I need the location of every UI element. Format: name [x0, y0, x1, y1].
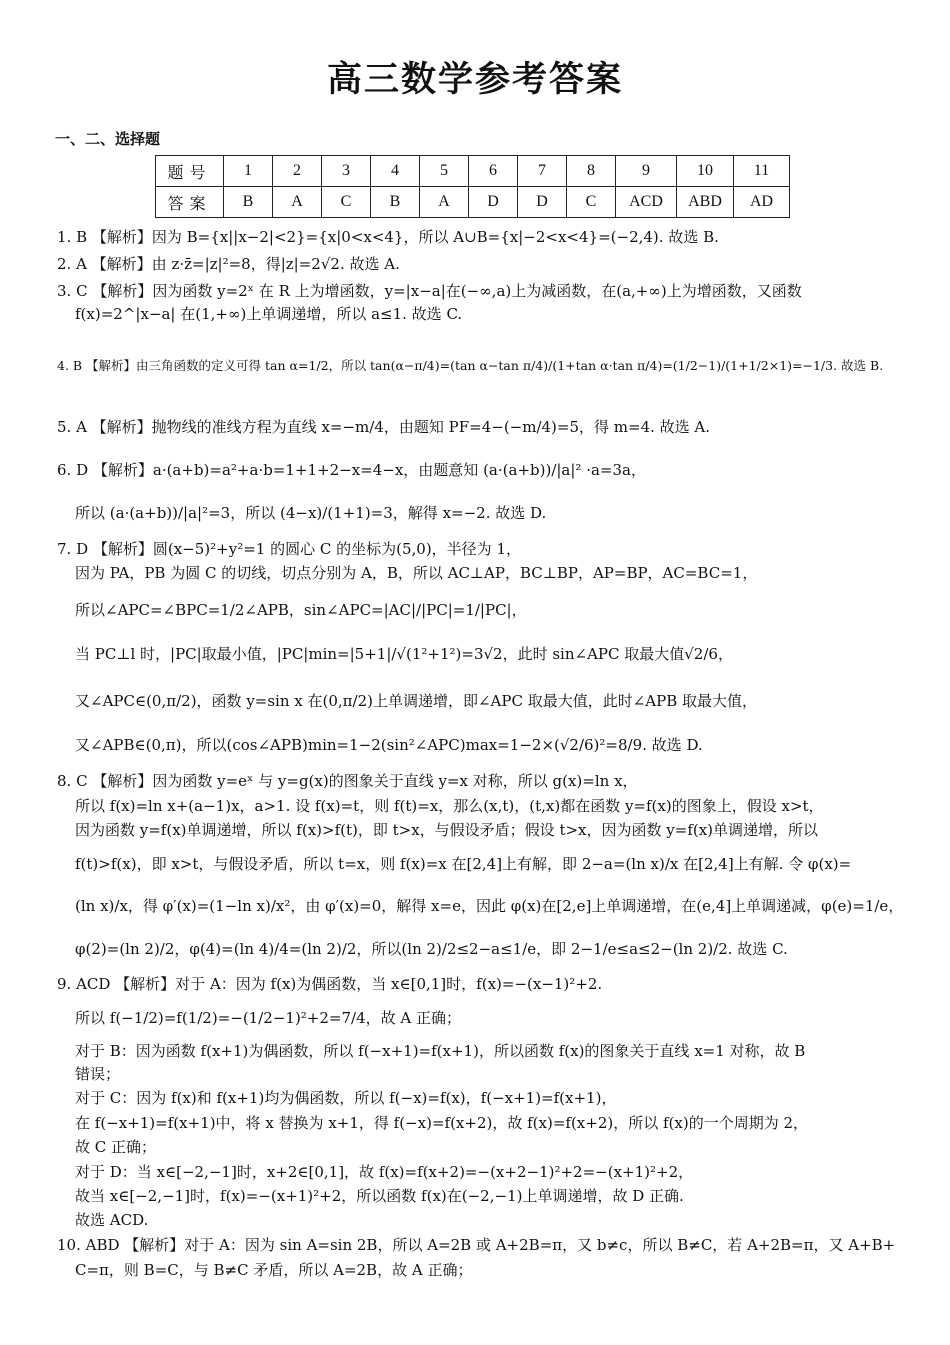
- solution-line: f(x)=2^|x−a| 在(1,+∞)上单调递增，所以 a≤1. 故选 C.: [75, 305, 463, 323]
- solution-line: (ln x)/x，得 φ′(x)=(1−ln x)/x²，由 φ′(x)=0，解得 x=e，因此 φ(x)在[2,e]上单调递增，在(e,4]上单调递减，φ(e)=1/e，: [75, 897, 904, 915]
- question-number: 9: [616, 156, 677, 187]
- solution-line: 4. B 【解析】由三角函数的定义可得 tan α=1/2，所以 tan(α−π/4)=(tan α−tan π/4)/(1+tan α·tan π/4)=(1/2−1)/(1+1/2×1)=−1/3. 故选 B.: [57, 358, 884, 373]
- question-number: 11: [734, 156, 790, 187]
- answer-cell: A: [273, 187, 322, 218]
- solution-line: 在 f(−x+1)=f(x+1)中，将 x 替换为 x+1，得 f(−x)=f(x+2)，故 f(x)=f(x+2)，所以 f(x)的一个周期为 2，: [75, 1114, 809, 1132]
- solution-line: 所以 f(x)=ln x+(a−1)x，a>1. 设 f(x)=t，则 f(t)=x，那么(x,t)，(t,x)都在函数 y=f(x)的图象上，假设 x>t，: [75, 797, 824, 815]
- solution-line: 1. B 【解析】因为 B={x||x−2|<2}={x|0<x<4}，所以 A∪B={x|−2<x<4}=(−2,4). 故选 B.: [57, 228, 719, 246]
- solution-line: 2. A 【解析】由 z·z̄=|z|²=8，得|z|=2√2. 故选 A.: [57, 255, 400, 273]
- answer-cell: C: [322, 187, 371, 218]
- answer-cell: ACD: [616, 187, 677, 218]
- solution-line: 所以∠APC=∠BPC=1/2∠APB，sin∠APC=|AC|/|PC|=1/|PC|，: [75, 601, 527, 619]
- section-heading: 一、二、选择题: [55, 130, 161, 148]
- page-title: 高三数学参考答案: [326, 60, 623, 100]
- solution-line: 对于 B：因为函数 f(x+1)为偶函数，所以 f(−x+1)=f(x+1)，所以函数 f(x)的图象关于直线 x=1 对称，故 B: [75, 1042, 806, 1060]
- solution-line: 9. ACD 【解析】对于 A：因为 f(x)为偶函数，当 x∈[0,1]时，f(x)=−(x−1)²+2.: [57, 975, 603, 993]
- answer-cell: D: [518, 187, 567, 218]
- answer-cell: B: [371, 187, 420, 218]
- solution-line: 因为函数 y=f(x)单调递增，所以 f(x)>f(t)，即 t>x，与假设矛盾；假设 t>x，因为函数 y=f(x)单调递增，所以: [75, 821, 819, 839]
- question-number: 4: [371, 156, 420, 187]
- solution-line: 10. ABD 【解析】对于 A：因为 sin A=sin 2B，所以 A=2B 或 A+2B=π，又 b≠c，所以 B≠C，若 A+2B=π，又 A+B+: [57, 1236, 896, 1254]
- question-number: 5: [420, 156, 469, 187]
- answer-cell: D: [469, 187, 518, 218]
- solution-line: 8. C 【解析】因为函数 y=eˣ 与 y=g(x)的图象关于直线 y=x 对称，所以 g(x)=ln x，: [57, 772, 638, 790]
- solution-line: 故选 ACD.: [75, 1211, 149, 1229]
- solution-line: 错误；: [75, 1065, 121, 1083]
- question-number: 1: [224, 156, 273, 187]
- question-number: 10: [677, 156, 734, 187]
- solution-line: 3. C 【解析】因为函数 y=2ˣ 在 R 上为增函数，y=|x−a|在(−∞,a)上为减函数，在(a,+∞)上为增函数，又函数: [57, 282, 802, 300]
- solution-line: 又∠APB∈(0,π)，所以(cos∠APB)min=1−2(sin²∠APC)max=1−2×(√2/6)²=8/9. 故选 D.: [75, 736, 703, 754]
- question-number: 2: [273, 156, 322, 187]
- solution-line: 所以 f(−1/2)=f(1/2)=−(1/2−1)²+2=7/4，故 A 正确；: [75, 1009, 461, 1027]
- solution-line: 6. D 【解析】a·(a+b)=a²+a·b=1+1+2−x=4−x，由题意知 (a·(a+b))/|a|² ·a=3a，: [57, 461, 646, 479]
- answer-cell: A: [420, 187, 469, 218]
- answer-cell: ABD: [677, 187, 734, 218]
- solution-line: 7. D 【解析】圆(x−5)²+y²=1 的圆心 C 的坐标为(5,0)，半径为 1，: [57, 540, 521, 558]
- solution-line: 当 PC⊥l 时，|PC|取最小值，|PC|min=|5+1|/√(1²+1²)=3√2，此时 sin∠APC 取最大值√2/6，: [75, 645, 733, 663]
- solution-line: 对于 D：当 x∈[−2,−1]时，x+2∈[0,1]，故 f(x)=f(x+2)=−(x+2−1)²+2=−(x+1)²+2，: [75, 1163, 694, 1181]
- question-number: 7: [518, 156, 567, 187]
- answer-row: [156, 187, 790, 218]
- question-number: 8: [567, 156, 616, 187]
- solution-line: 5. A 【解析】抛物线的准线方程为直线 x=−m/4，由题知 PF=4−(−m/4)=5，得 m=4. 故选 A.: [57, 418, 711, 436]
- row-label-answer: 答案: [156, 187, 224, 218]
- question-number-row: [156, 156, 790, 187]
- solution-line: 对于 C：因为 f(x)和 f(x+1)均为偶函数，所以 f(−x)=f(x)，f(−x+1)=f(x+1)，: [75, 1089, 617, 1107]
- answer-cell: AD: [734, 187, 790, 218]
- answer-table: [155, 155, 790, 218]
- solution-line: 又∠APC∈(0,π/2)，函数 y=sin x 在(0,π/2)上单调递增，即∠APC 取最大值，此时∠APB 取最大值，: [75, 692, 758, 710]
- row-label-number: 题号: [156, 156, 224, 187]
- solution-line: φ(2)=(ln 2)/2，φ(4)=(ln 4)/4=(ln 2)/2，所以(ln 2)/2≤2−a≤1/e，即 2−1/e≤a≤2−(ln 2)/2. 故选 C.: [75, 940, 788, 958]
- solution-line: 所以 (a·(a+b))/|a|²=3，所以 (4−x)/(1+1)=3，解得 x=−2. 故选 D.: [75, 504, 547, 522]
- answer-cell: B: [224, 187, 273, 218]
- question-number: 6: [469, 156, 518, 187]
- solution-line: C=π，则 B=C，与 B≠C 矛盾，所以 A=2B，故 A 正确；: [75, 1261, 473, 1279]
- question-number: 3: [322, 156, 371, 187]
- solution-line: 故当 x∈[−2,−1]时，f(x)=−(x+1)²+2，所以函数 f(x)在(−2,−1)上单调递增，故 D 正确.: [75, 1187, 684, 1205]
- solution-line: 故 C 正确；: [75, 1138, 157, 1156]
- solution-line: f(t)>f(x)，即 x>t，与假设矛盾，所以 t=x，则 f(x)=x 在[2,4]上有解，即 2−a=(ln x)/x 在[2,4]上有解. 令 φ(x)=: [75, 855, 852, 873]
- solution-line: 因为 PA，PB 为圆 C 的切线，切点分别为 A，B，所以 AC⊥AP，BC⊥BP，AP=BP，AC=BC=1，: [75, 564, 758, 582]
- answer-cell: C: [567, 187, 616, 218]
